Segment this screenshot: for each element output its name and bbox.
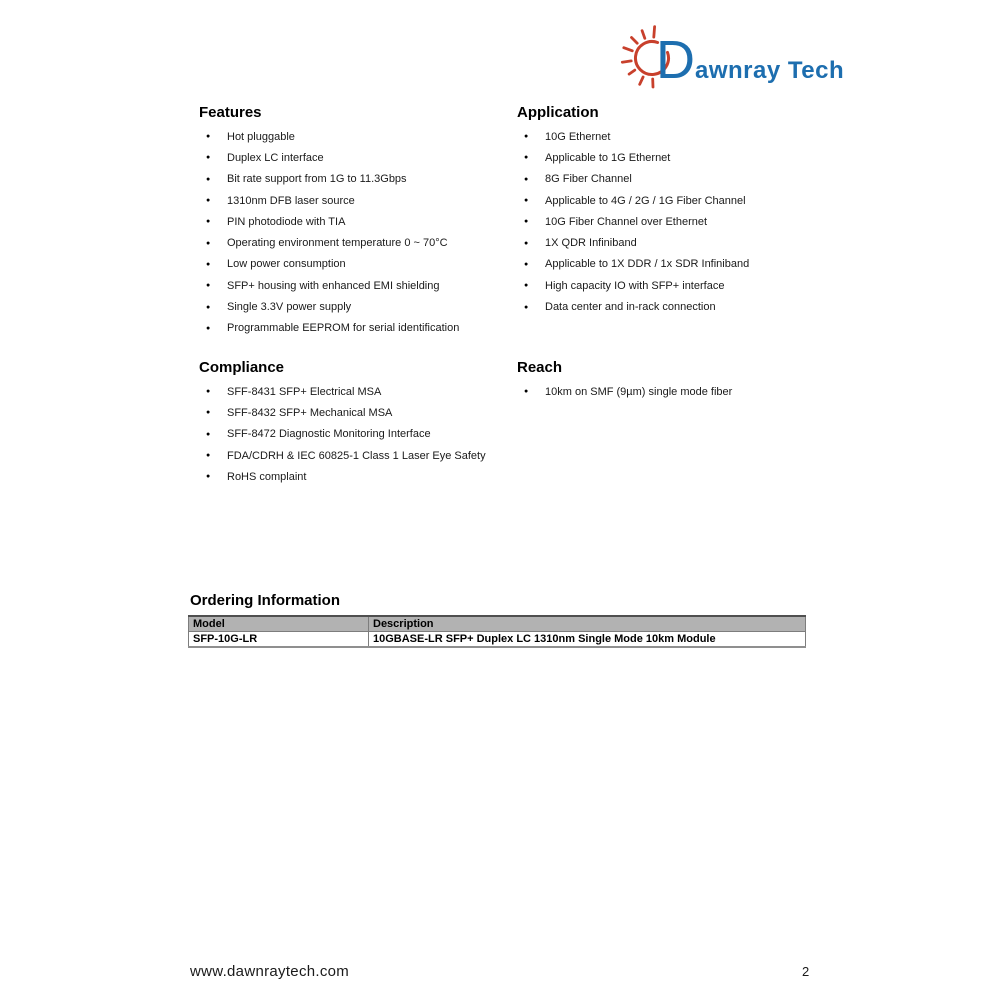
bullet-icon: ● — [206, 154, 211, 162]
list-item-text: 10G Fiber Channel over Ethernet — [545, 215, 708, 228]
list-item — [199, 402, 511, 423]
section-reach — [517, 359, 852, 402]
list-item-text: RoHS complaint — [227, 470, 307, 483]
bullet-icon: ● — [524, 133, 529, 141]
list-item-text: Applicable to 4G / 2G / 1G Fiber Channel — [545, 194, 746, 207]
list-item-text: 10km on SMF (9µm) single mode fiber — [545, 385, 733, 398]
list-item-text: 1310nm DFB laser source — [227, 194, 355, 207]
application-title: Application — [517, 104, 599, 121]
list-item-text: PIN photodiode with TIA — [227, 215, 346, 228]
list-item — [199, 147, 511, 168]
logo-brand-text: Dawnray Tech — [656, 30, 845, 90]
bullet-icon: ● — [206, 452, 211, 460]
section-compliance — [199, 359, 511, 487]
list-item — [199, 424, 511, 445]
list-item — [517, 211, 852, 232]
list-item-text: 1X QDR Infiniband — [545, 237, 637, 250]
list-item — [517, 254, 852, 275]
list-item-text: 10G Ethernet — [545, 130, 611, 143]
section-features — [199, 104, 511, 339]
bullet-icon: ● — [524, 175, 529, 183]
bullet-icon: ● — [524, 303, 529, 311]
bullet-icon: ● — [206, 239, 211, 247]
list-item — [517, 169, 852, 190]
application-list — [517, 126, 852, 318]
list-item-text: SFF-8431 SFP+ Electrical MSA — [227, 385, 382, 398]
reach-title: Reach — [517, 359, 563, 376]
list-item-text: Single 3.3V power supply — [227, 301, 352, 314]
list-item — [517, 381, 852, 402]
list-item-text: Applicable to 1G Ethernet — [545, 151, 671, 164]
bullet-icon: ● — [206, 260, 211, 268]
list-item-text: FDA/CDRH & IEC 60825-1 Class 1 Laser Eye Safety — [227, 449, 486, 462]
list-item-text: Duplex LC interface — [227, 151, 324, 164]
reach-list — [517, 381, 852, 402]
list-item-text: Programmable EEPROM for serial identification — [227, 322, 460, 335]
list-item — [199, 296, 511, 317]
table-header-row — [189, 616, 806, 632]
bullet-icon: ● — [206, 430, 211, 438]
bullet-icon: ● — [206, 324, 211, 332]
list-item-text: SFP+ housing with enhanced EMI shielding — [227, 279, 440, 292]
list-item — [199, 381, 511, 402]
bullet-icon: ● — [206, 303, 211, 311]
column-header-model: Model — [189, 616, 369, 632]
cell-model: SFP-10G-LR — [189, 632, 369, 648]
list-item — [517, 275, 852, 296]
list-item — [199, 466, 511, 487]
bullet-icon: ● — [206, 282, 211, 290]
list-item-text: 8G Fiber Channel — [545, 173, 632, 186]
footer-page-number: 2 — [802, 964, 810, 979]
features-title: Features — [199, 104, 262, 121]
list-item — [517, 296, 852, 317]
features-list — [199, 126, 511, 339]
list-item — [199, 445, 511, 466]
list-item-text: SFF-8472 Diagnostic Monitoring Interface — [227, 428, 431, 441]
list-item — [199, 275, 511, 296]
list-item — [199, 232, 511, 253]
list-item — [199, 318, 511, 339]
list-item — [517, 232, 852, 253]
bullet-icon: ● — [524, 218, 529, 226]
section-application — [517, 104, 852, 318]
list-item — [517, 126, 852, 147]
compliance-title: Compliance — [199, 359, 285, 376]
bullet-icon: ● — [524, 239, 529, 247]
list-item — [199, 169, 511, 190]
bullet-icon: ● — [206, 409, 211, 417]
bullet-icon: ● — [206, 197, 211, 205]
ordering-table — [188, 615, 806, 648]
cell-description: 10GBASE-LR SFP+ Duplex LC 1310nm Single Mode 10km Module — [369, 632, 806, 648]
footer-website: www.dawnraytech.com — [190, 963, 350, 980]
list-item — [199, 190, 511, 211]
bullet-icon: ● — [206, 388, 211, 396]
bullet-icon: ● — [524, 282, 529, 290]
list-item — [199, 126, 511, 147]
list-item-text: High capacity IO with SFP+ interface — [545, 279, 725, 292]
bullet-icon: ● — [524, 260, 529, 268]
logo — [610, 12, 860, 96]
column-header-description: Description — [369, 616, 806, 632]
list-item — [517, 147, 852, 168]
list-item — [199, 211, 511, 232]
list-item-text: Hot pluggable — [227, 130, 295, 143]
list-item-text: Bit rate support from 1G to 11.3Gbps — [227, 173, 407, 186]
section-ordering-information — [188, 592, 806, 648]
list-item-text: Low power consumption — [227, 258, 346, 271]
bullet-icon: ● — [206, 218, 211, 226]
list-item — [199, 254, 511, 275]
ordering-title: Ordering Information — [190, 592, 340, 609]
bullet-icon: ● — [206, 175, 211, 183]
bullet-icon: ● — [524, 388, 529, 396]
table-row — [189, 632, 806, 648]
bullet-icon: ● — [524, 154, 529, 162]
bullet-icon: ● — [206, 473, 211, 481]
list-item-text: SFF-8432 SFP+ Mechanical MSA — [227, 406, 393, 419]
compliance-list — [199, 381, 511, 487]
list-item — [517, 190, 852, 211]
list-item-text: Applicable to 1X DDR / 1x SDR Infiniband — [545, 258, 750, 271]
bullet-icon: ● — [524, 197, 529, 205]
list-item-text: Data center and in-rack connection — [545, 301, 716, 314]
bullet-icon: ● — [206, 133, 211, 141]
list-item-text: Operating environment temperature 0 ~ 70°C — [227, 237, 448, 250]
